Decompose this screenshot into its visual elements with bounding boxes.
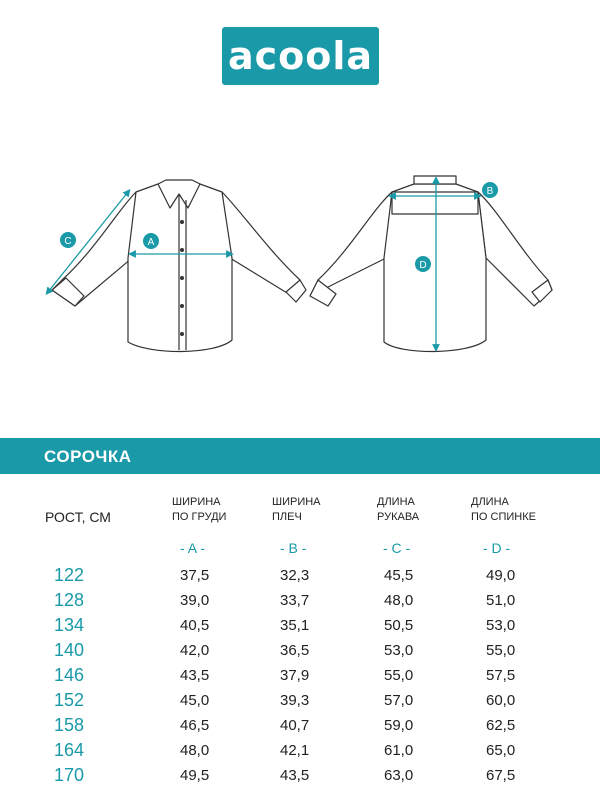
table-row bbox=[0, 617, 600, 642]
row-height: 140 bbox=[54, 640, 85, 660]
cell-sleeve: 59,0 bbox=[384, 717, 414, 734]
table-row bbox=[0, 692, 600, 717]
cell-shoulder: 36,5 bbox=[280, 642, 310, 659]
col-b-header-line2: ПЛЕЧ bbox=[272, 511, 302, 523]
table-row bbox=[0, 767, 600, 792]
cell-chest: 46,5 bbox=[180, 717, 210, 734]
cell-chest: 40,5 bbox=[180, 617, 210, 634]
row-height: 152 bbox=[54, 690, 85, 710]
table-row bbox=[0, 642, 600, 667]
col-c-header bbox=[377, 495, 419, 525]
cell-back: 65,0 bbox=[486, 742, 516, 759]
brand-logo-text: acoola bbox=[227, 34, 374, 78]
cell-sleeve: 55,0 bbox=[384, 667, 414, 684]
col-d-header bbox=[471, 495, 536, 525]
cell-shoulder: 35,1 bbox=[280, 617, 310, 634]
col-b-code: - B - bbox=[280, 540, 307, 556]
cell-back: 62,5 bbox=[486, 717, 516, 734]
table-row bbox=[0, 667, 600, 692]
marker-d-label: D bbox=[419, 260, 427, 271]
cell-sleeve: 48,0 bbox=[384, 592, 414, 609]
brand-logo bbox=[222, 27, 379, 85]
col-d-code: - D - bbox=[483, 540, 511, 556]
table-row bbox=[0, 592, 600, 617]
col-a-header bbox=[172, 495, 226, 525]
cell-sleeve: 57,0 bbox=[384, 692, 414, 709]
marker-a-label: A bbox=[147, 237, 155, 248]
cell-shoulder: 37,9 bbox=[280, 667, 310, 684]
col-c-header-line2: РУКАВА bbox=[377, 511, 420, 523]
marker-c-label: C bbox=[64, 236, 72, 247]
col-a-header-line1: ШИРИНА bbox=[172, 496, 221, 508]
cell-shoulder: 43,5 bbox=[280, 767, 310, 784]
cell-sleeve: 61,0 bbox=[384, 742, 414, 759]
cell-chest: 37,5 bbox=[180, 567, 210, 584]
cell-back: 67,5 bbox=[486, 767, 516, 784]
section-title: СОРОЧКА bbox=[44, 447, 132, 466]
cell-sleeve: 45,5 bbox=[384, 567, 414, 584]
height-column-header: РОСТ, СМ bbox=[45, 509, 111, 525]
cell-sleeve: 63,0 bbox=[384, 767, 414, 784]
cell-sleeve: 50,5 bbox=[384, 617, 414, 634]
cell-shoulder: 39,3 bbox=[280, 692, 310, 709]
row-height: 170 bbox=[54, 765, 85, 785]
cell-back: 60,0 bbox=[486, 692, 516, 709]
section-header-band bbox=[0, 438, 600, 474]
col-d-header-line1: ДЛИНА bbox=[471, 496, 509, 508]
cell-back: 55,0 bbox=[486, 642, 516, 659]
shirt-measurement-illustration bbox=[0, 150, 600, 390]
table-row bbox=[0, 567, 600, 592]
cell-shoulder: 32,3 bbox=[280, 567, 310, 584]
cell-chest: 39,0 bbox=[180, 592, 210, 609]
marker-b-label: B bbox=[486, 186, 494, 197]
col-b-header bbox=[272, 495, 321, 525]
col-b-header-line1: ШИРИНА bbox=[272, 496, 321, 508]
cell-back: 49,0 bbox=[486, 567, 516, 584]
cell-shoulder: 42,1 bbox=[280, 742, 310, 759]
col-d-header-line2: ПО СПИНКЕ bbox=[471, 511, 536, 523]
col-a-code: - A - bbox=[180, 540, 205, 556]
cell-chest: 48,0 bbox=[180, 742, 210, 759]
col-c-code: - C - bbox=[383, 540, 411, 556]
cell-chest: 45,0 bbox=[180, 692, 210, 709]
cell-sleeve: 53,0 bbox=[384, 642, 414, 659]
cell-chest: 42,0 bbox=[180, 642, 210, 659]
cell-shoulder: 40,7 bbox=[280, 717, 310, 734]
row-height: 164 bbox=[54, 740, 85, 760]
col-a-header-line2: ПО ГРУДИ bbox=[172, 511, 227, 523]
row-height: 128 bbox=[54, 590, 85, 610]
row-height: 158 bbox=[54, 715, 85, 735]
cell-shoulder: 33,7 bbox=[280, 592, 310, 609]
cell-back: 53,0 bbox=[486, 617, 516, 634]
cell-chest: 49,5 bbox=[180, 767, 210, 784]
cell-chest: 43,5 bbox=[180, 667, 210, 684]
col-c-header-line1: ДЛИНА bbox=[377, 496, 415, 508]
row-height: 146 bbox=[54, 665, 85, 685]
shirt-front-drawing bbox=[52, 180, 306, 352]
row-height: 122 bbox=[54, 565, 85, 585]
row-height: 134 bbox=[54, 615, 85, 635]
cell-back: 51,0 bbox=[486, 592, 516, 609]
cell-back: 57,5 bbox=[486, 667, 516, 684]
table-row bbox=[0, 717, 600, 742]
shirt-back-drawing bbox=[310, 176, 552, 352]
table-row bbox=[0, 742, 600, 767]
